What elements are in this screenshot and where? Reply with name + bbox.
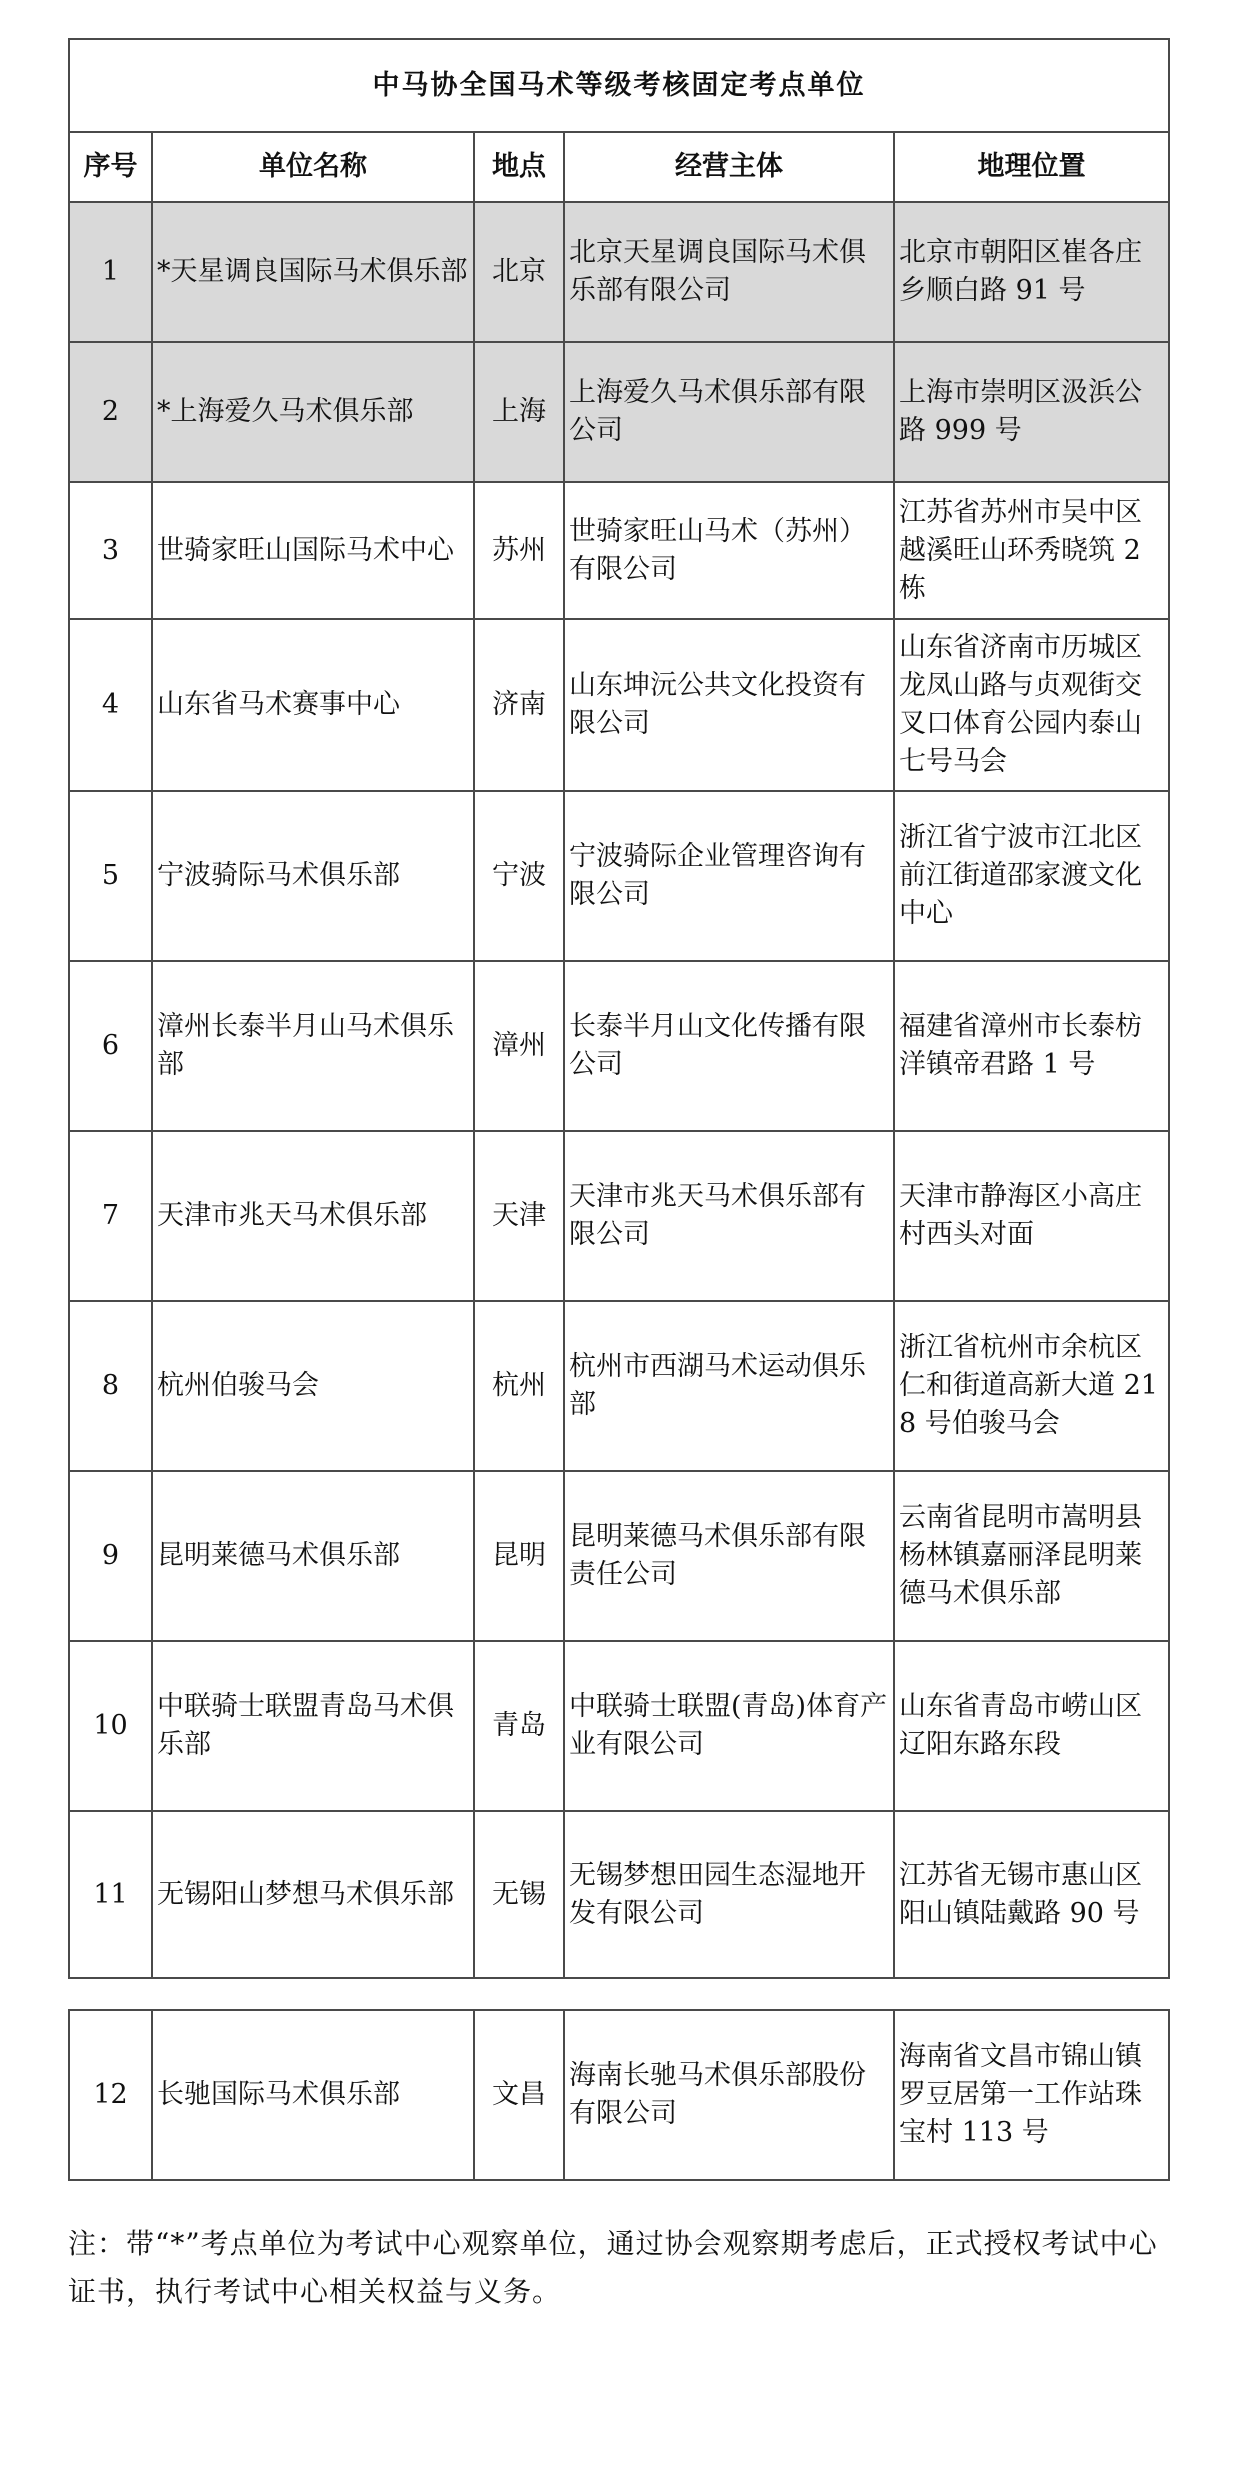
row-name: 昆明莱德马术俱乐部 [152,1471,474,1641]
header-index: 序号 [69,132,152,202]
header-city: 地点 [474,132,564,202]
header-name: 单位名称 [152,132,474,202]
row-location: 福建省漳州市长泰枋洋镇帝君路 1 号 [894,961,1169,1131]
row-city: 上海 [474,342,564,482]
table-row [69,619,1169,791]
row-index: 1 [69,202,152,342]
exam-sites-table-continued [68,2009,1170,2181]
table-row [69,791,1169,961]
table-row [69,2010,1169,2180]
row-name: 长驰国际马术俱乐部 [152,2010,474,2180]
row-location: 浙江省宁波市江北区前江街道邵家渡文化中心 [894,791,1169,961]
table-row [69,1471,1169,1641]
row-location: 浙江省杭州市余杭区仁和街道高新大道 218 号伯骏马会 [894,1301,1169,1471]
table-row [69,961,1169,1131]
row-operator: 无锡梦想田园生态湿地开发有限公司 [564,1811,894,1978]
header-operator: 经营主体 [564,132,894,202]
row-name: 天津市兆天马术俱乐部 [152,1131,474,1301]
row-city: 无锡 [474,1811,564,1978]
exam-sites-table [68,38,1170,1979]
row-name: 山东省马术赛事中心 [152,619,474,791]
row-operator: 杭州市西湖马术运动俱乐部 [564,1301,894,1471]
row-index: 3 [69,482,152,619]
row-location: 海南省文昌市锦山镇罗豆居第一工作站珠宝村 113 号 [894,2010,1169,2180]
row-operator: 中联骑士联盟(青岛)体育产业有限公司 [564,1641,894,1811]
row-operator: 上海爱久马术俱乐部有限公司 [564,342,894,482]
row-name: 中联骑士联盟青岛马术俱乐部 [152,1641,474,1811]
row-operator: 长泰半月山文化传播有限公司 [564,961,894,1131]
row-location: 江苏省苏州市吴中区越溪旺山环秀晓筑 2 栋 [894,482,1169,619]
row-location: 云南省昆明市嵩明县杨林镇嘉丽泽昆明莱德马术俱乐部 [894,1471,1169,1641]
row-operator: 宁波骑际企业管理咨询有限公司 [564,791,894,961]
row-location: 江苏省无锡市惠山区阳山镇陆戴路 90 号 [894,1811,1169,1978]
table-row [69,202,1169,342]
row-city: 苏州 [474,482,564,619]
row-index: 11 [69,1811,152,1978]
table-row [69,1131,1169,1301]
row-name: *天星调良国际马术俱乐部 [152,202,474,342]
row-name: 世骑家旺山国际马术中心 [152,482,474,619]
row-index: 7 [69,1131,152,1301]
row-operator: 山东坤沅公共文化投资有限公司 [564,619,894,791]
row-city: 宁波 [474,791,564,961]
table-row [69,1641,1169,1811]
table-title: 中马协全国马术等级考核固定考点单位 [69,39,1169,132]
row-index: 5 [69,791,152,961]
row-location: 山东省济南市历城区龙凤山路与贞观街交叉口体育公园内泰山七号马会 [894,619,1169,791]
row-index: 8 [69,1301,152,1471]
row-location: 天津市静海区小高庄村西头对面 [894,1131,1169,1301]
row-city: 北京 [474,202,564,342]
row-city: 昆明 [474,1471,564,1641]
row-city: 青岛 [474,1641,564,1811]
row-index: 4 [69,619,152,791]
row-name: *上海爱久马术俱乐部 [152,342,474,482]
header-location: 地理位置 [894,132,1169,202]
table-row [69,342,1169,482]
row-operator: 海南长驰马术俱乐部股份有限公司 [564,2010,894,2180]
row-name: 漳州长泰半月山马术俱乐部 [152,961,474,1131]
table-row [69,482,1169,619]
row-location: 山东省青岛市崂山区辽阳东路东段 [894,1641,1169,1811]
footnote: 注：带“*”考点单位为考试中心观察单位，通过协会观察期考虑后，正式授权考试中心证书，执行考试中心相关权益与义务。 [68,2227,1158,2308]
row-operator: 世骑家旺山马术（苏州）有限公司 [564,482,894,619]
row-city: 济南 [474,619,564,791]
row-location: 北京市朝阳区崔各庄乡顺白路 91 号 [894,202,1169,342]
row-city: 杭州 [474,1301,564,1471]
row-operator: 天津市兆天马术俱乐部有限公司 [564,1131,894,1301]
row-operator: 昆明莱德马术俱乐部有限责任公司 [564,1471,894,1641]
row-city: 天津 [474,1131,564,1301]
table-row [69,1301,1169,1471]
row-city: 漳州 [474,961,564,1131]
title-row [69,39,1169,132]
row-operator: 北京天星调良国际马术俱乐部有限公司 [564,202,894,342]
row-index: 10 [69,1641,152,1811]
row-name: 宁波骑际马术俱乐部 [152,791,474,961]
table-row [69,1811,1169,1978]
row-city: 文昌 [474,2010,564,2180]
row-name: 杭州伯骏马会 [152,1301,474,1471]
row-index: 2 [69,342,152,482]
row-name: 无锡阳山梦想马术俱乐部 [152,1811,474,1978]
row-index: 6 [69,961,152,1131]
row-index: 12 [69,2010,152,2180]
header-row [69,132,1169,202]
row-location: 上海市崇明区汲浜公路 999 号 [894,342,1169,482]
row-index: 9 [69,1471,152,1641]
